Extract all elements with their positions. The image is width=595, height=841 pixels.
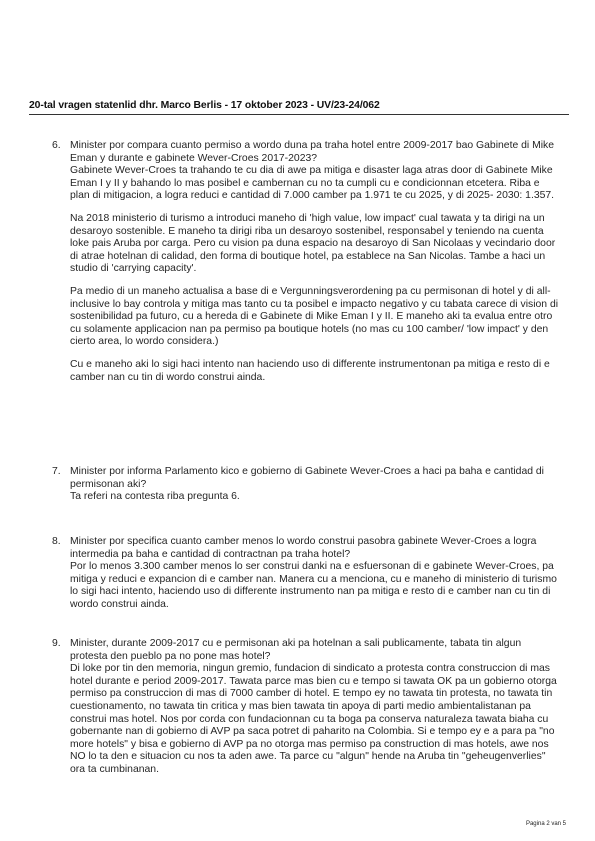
answer-paragraph: Gabinete Wever-Croes ta trahando te cu dia di awe pa mitiga e disaster laga atras door di Gabinete Mike Eman I y II y bahando lo mas posibel e cambernan cu no ta cumpli cu e condicionnan etcetera. Riba e plan di mitigacion, a logra reduci e cantidad di 7.000 camber pa 1.971 te cu 2025, y di 2025- 2030: 1.357. [70,165,555,202]
answer-paragraph: Pa medio di un maneho actualisa a base di e Vergunningsverordening pa cu permisonan di hotel y di all-inclusive lo bay controla y mitiga mas tanto cu ta posibel e impacto negativo y cu tabata carece di vision di sostenibilidad pa futuro, cu a hereda di e Gabinete di Mike Eman I y II. E maneho aki ta evalua entre otro cu solamente applicacion nan pa permiso pa boutique hotels (no mas cu 100 camber/ 'low impact' y den cierto area, lo wordo considera.) [70,285,559,348]
answer-paragraph: Por lo menos 3.300 camber menos lo ser construi danki na e esfuersonan di e gabinete Wever-Croes, pa mitiga y reduci e expancion di e camber nan. Manera cu a menciona, cu e maneho di ministerio di turismo lo sigi haci intento, haciendo uso di differente instrumento nan pa mitiga e resto di e camber nan cu tin di wordo construi ainda. [70,561,557,610]
question-text: Minister por informa Parlamento kico e gobierno di Gabinete Wever-Croes a haci pa baha e cantidad di permisonan aki? [70,466,544,490]
question-item [52,140,560,384]
document-header: 20-tal vragen statenlid dhr. Marco Berlis - 17 oktober 2023 - UV/23-24/062 [29,100,569,115]
question-number: 8. [52,536,61,547]
question-number: 6. [52,140,61,151]
answer-paragraph: Cu e maneho aki lo sigi haci intento nan haciendo uso di differente instrumentonan pa mitiga e resto di e camber nan cu tin di wordo construi ainda. [70,358,550,383]
answer-paragraph: Na 2018 ministerio di turismo a introduci maneho di 'high value, low impact' cual tawata y ta dirigi na un desaroyo sostenible. E maneho ta dirigi riba un desaroyo sostenibel, responsabel y teniendo na cuenta loke pais Aruba por carga. Pero cu vision pa duna espacio na desaroyo di San Nicolaas y vecindario door di atrae hotelnan di calidad, den forma di boutique hotel, pa establece na San Nicolas. Tambe a haci un studio di 'carrying capacity'. [70,212,556,275]
question-item [52,536,560,612]
question-text: Minister por specifica cuanto camber menos lo wordo construi pasobra gabinete Wever-Croes a logra intermedia pa baha e cantidad di contractnan pa traha hotel? [70,536,537,560]
question-item [52,466,560,504]
question-number: 7. [52,466,61,477]
question-number: 9. [52,638,61,649]
answer-paragraph: Ta referi na contesta riba pregunta 6. [70,491,240,503]
page-number: Pagina 2 van 5 [525,821,566,827]
question-text: Minister por compara cuanto permiso a wordo duna pa traha hotel entre 2009-2017 bao Gabinete di Mike Eman y durante e gabinete Wever-Croes 2017-2023? [70,140,555,164]
question-text: Minister, durante 2009-2017 cu e permisonan aki pa hotelnan a sali publicamente, tabata tin algun protesta den pueblo pa no pone mas hotel? [70,638,522,662]
answer-paragraph: Di loke por tin den memoria, ningun gremio, fundacion di sindicato a protesta contra construccion di mas hotel durante e period 2009-2017. Tawata parce mas bien cu e tempo si tawata OK pa un gobierno otorga permiso pa construccion di mas di 7000 camber di hotel. E tempo ey no tawata tin protesta, no tawata tin cuestionamento, no tawata tin critica y mas bien tawata tin apoya di parti medio ambientalistanan pa construi mas hotel. Nos por corda con fundacionnan cu ta boga pa conserva naturaleza tawata biaha cu gobernante nan di gobierno di AVP pa saca potret di paharito na Colombia. Si e tempo ey e a para pa "no more hotels" y bisa e gobierno di AVP pa no otorga mas permiso pa construction di mas hotels, awe nos NO lo ta den e situacion cu nos ta aden awe. Ta parce cu "algun" hende na Aruba tin "geheugenverlies" ora ta cumbinanan. [70,663,557,775]
question-item [52,638,560,777]
